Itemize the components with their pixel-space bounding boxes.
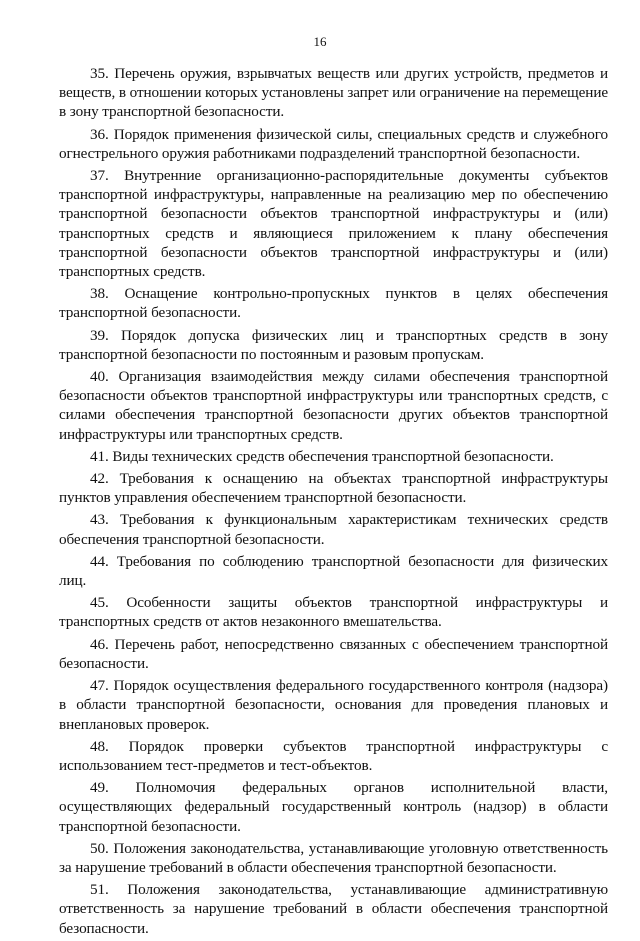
list-item-50: 50. Положения законодательства, устанавливающие уголовную ответственность за нарушение требований в области обеспечения транспортной безопасности.: [59, 839, 608, 876]
list-item-42: 42. Требования к оснащению на объектах транспортной инфраструктуры пунктов управления обеспечением транспортной безопасности.: [59, 470, 608, 507]
list-item-35: 35. Перечень оружия, взрывчатых веществ или других устройств, предметов и веществ, в отношении которых установлены запрет или ограничение на перемещение в зону транспортной безопасности.: [59, 65, 608, 121]
list-item-46: 46. Перечень работ, непосредственно связанных с обеспечением транспортной безопасности.: [59, 635, 608, 672]
list-item-47: 47. Порядок осуществления федерального государственного контроля (надзора) в области транспортной безопасности, основания для проведения плановых и внеплановых проверок.: [59, 677, 608, 733]
list-item-48: 48. Порядок проверки субъектов транспортной инфраструктуры с использованием тест-предметов и тест-объектов.: [59, 737, 608, 774]
list-item-36: 36. Порядок применения физической силы, специальных средств и служебного огнестрельного оружия работниками подразделений транспортной безопасности.: [59, 125, 608, 162]
list-item-43: 43. Требования к функциональным характеристикам технических средств обеспечения транспортной безопасности.: [59, 511, 608, 548]
document-body: [59, 64, 608, 941]
list-item-51: 51. Положения законодательства, устанавливающие административную ответственность за нарушение требований в области обеспечения транспортной безопасности.: [59, 881, 608, 937]
list-item-39: 39. Порядок допуска физических лиц и транспортных средств в зону транспортной безопасности по постоянным и разовым пропускам.: [59, 326, 608, 363]
page-number: 16: [313, 34, 327, 49]
list-item-40: 40. Организация взаимодействия между силами обеспечения транспортной безопасности объектов транспортной инфраструктуры или транспортных средств, с силами обеспечения транспортной безопасности других объектов транспортной инфраструктуры или транспортных средств.: [59, 368, 608, 443]
list-item-38: 38. Оснащение контрольно-пропускных пунктов в целях обеспечения транспортной безопасности.: [59, 285, 608, 322]
list-item-44: 44. Требования по соблюдению транспортной безопасности для физических лиц.: [59, 552, 608, 590]
list-item-45: 45. Особенности защиты объектов транспортной инфраструктуры и транспортных средств от актов незаконного вмешательства.: [59, 594, 608, 631]
list-item-41: 41. Виды технических средств обеспечения транспортной безопасности.: [90, 447, 554, 465]
list-item-37: 37. Внутренние организационно-распорядительные документы субъектов транспортной инфраструктуры, направленные на реализацию мер по обеспечению транспортной безопасности объектов транспортной инфраструктуры и (или) транспортных средств и являющиеся приложением к плану обеспечения транспортной безопасности объектов транспортной инфраструктуры и (или) транспортных средств.: [59, 167, 608, 281]
list-item-49: 49. Полномочия федеральных органов исполнительной власти, осуществляющих федеральный государственный контроль (надзор) в области транспортной безопасности.: [59, 779, 608, 835]
